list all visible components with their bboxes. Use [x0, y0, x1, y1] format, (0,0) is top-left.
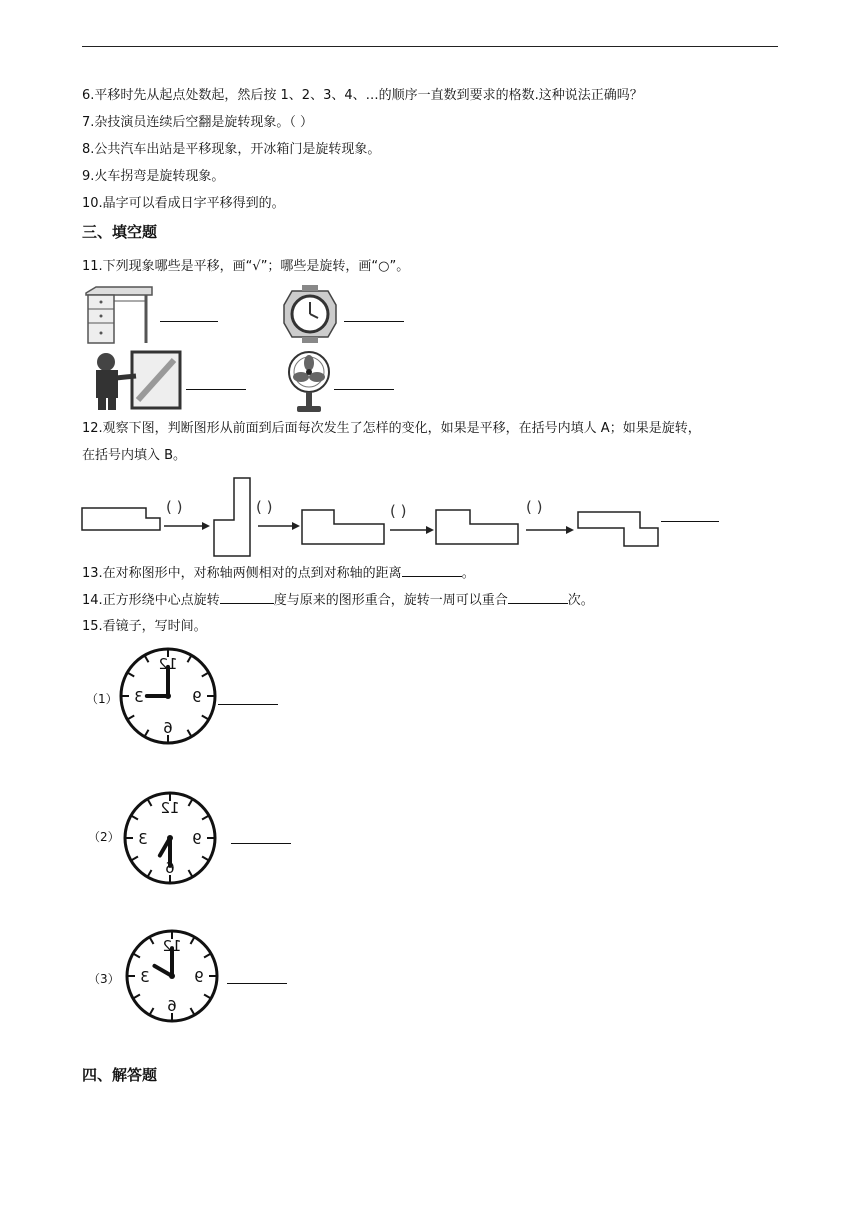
question-14 — [82, 591, 594, 610]
mirrored-clock-3 — [124, 928, 220, 1024]
q12-answer-blank[interactable] — [661, 521, 719, 522]
clock-numeral: 3 — [140, 968, 150, 986]
q12-paren-1[interactable]: ( ) — [166, 498, 183, 516]
q12-paren-4[interactable]: ( ) — [526, 498, 543, 516]
shape-sequence — [80, 476, 680, 560]
q14-text-a: 14.正方形绕中心点旋转 — [82, 593, 220, 608]
q11-blank-4[interactable] — [334, 389, 394, 390]
shape-4 — [436, 510, 518, 544]
question-8: 8.公共汽车出站是平移现象，开冰箱门是旋转现象。 — [82, 142, 381, 157]
clock-3-label: （3） — [88, 972, 120, 986]
q11-blank-1[interactable] — [160, 321, 218, 322]
question-13 — [82, 564, 475, 583]
header-rule — [82, 46, 778, 47]
clock-1-blank[interactable] — [218, 704, 278, 705]
q14-text-b: 度与原来的图形重合，旋转一周可以重合 — [273, 593, 508, 608]
clock-numeral: 9 — [192, 830, 202, 848]
q11-blank-2[interactable] — [344, 321, 404, 322]
question-12-line-1: 12.观察下图，判断图形从前面到后面每次发生了怎样的变化，如果是平移，在括号内填人 A；如果是旋转， — [82, 421, 701, 436]
question-9: 9.火车拐弯是旋转现象。 — [82, 169, 225, 184]
question-15: 15.看镜子，写时间。 — [82, 619, 207, 634]
question-7: 7.杂技演员连续后空翻是旋转现象。（ ） — [82, 115, 314, 130]
question-11: 11.下列现象哪些是平移，画“√”；哪些是旋转，画“○”。 — [82, 259, 410, 274]
shape-1 — [82, 508, 160, 530]
q13-blank[interactable] — [402, 564, 462, 577]
shape-2 — [214, 478, 250, 556]
question-10: 10.晶字可以看成日字平移得到的。 — [82, 196, 285, 211]
watch-icon — [278, 285, 342, 343]
clock-numeral: 6 — [167, 997, 177, 1015]
section-4-title: 四、解答题 — [82, 1066, 158, 1084]
clock-numeral: 12 — [162, 937, 182, 955]
q12-paren-3[interactable]: ( ) — [390, 502, 407, 520]
question-12-line-2: 在括号内填入 B。 — [82, 448, 187, 463]
clock-numeral: 3 — [138, 830, 148, 848]
q12-paren-2[interactable]: ( ) — [256, 498, 273, 516]
q13-text-end: 。 — [461, 566, 475, 581]
clock-1-label: （1） — [86, 692, 118, 706]
window-cleaning-icon — [86, 350, 182, 412]
shape-5 — [578, 512, 658, 546]
section-3-title: 三、填空题 — [82, 223, 158, 241]
clock-numeral: 6 — [163, 719, 173, 737]
q14-blank-1[interactable] — [220, 591, 274, 604]
q13-text: 13.在对称图形中，对称轴两侧相对的点到对称轴的距离 — [82, 566, 402, 581]
q14-blank-2[interactable] — [508, 591, 568, 604]
clock-numeral: 6 — [165, 859, 175, 877]
clock-numeral: 12 — [160, 799, 180, 817]
mirrored-clock-2 — [122, 790, 218, 886]
shape-3 — [302, 510, 384, 544]
desk-icon — [84, 287, 154, 345]
fan-icon — [287, 350, 331, 414]
clock-3-blank[interactable] — [227, 983, 287, 984]
clock-2-blank[interactable] — [231, 843, 291, 844]
q11-blank-3[interactable] — [186, 389, 246, 390]
clock-numeral: 9 — [194, 968, 204, 986]
q14-text-c: 次。 — [567, 593, 594, 608]
clock-numeral: 3 — [134, 688, 144, 706]
clock-numeral: 12 — [158, 655, 178, 673]
mirrored-clock-1 — [118, 646, 218, 746]
question-6: 6.平移时先从起点处数起，然后按 1、2、3、4、…的顺序一直数到要求的格数.这种说法正确吗？ — [82, 88, 643, 103]
clock-2-label: （2） — [88, 830, 120, 844]
clock-numeral: 9 — [192, 688, 202, 706]
